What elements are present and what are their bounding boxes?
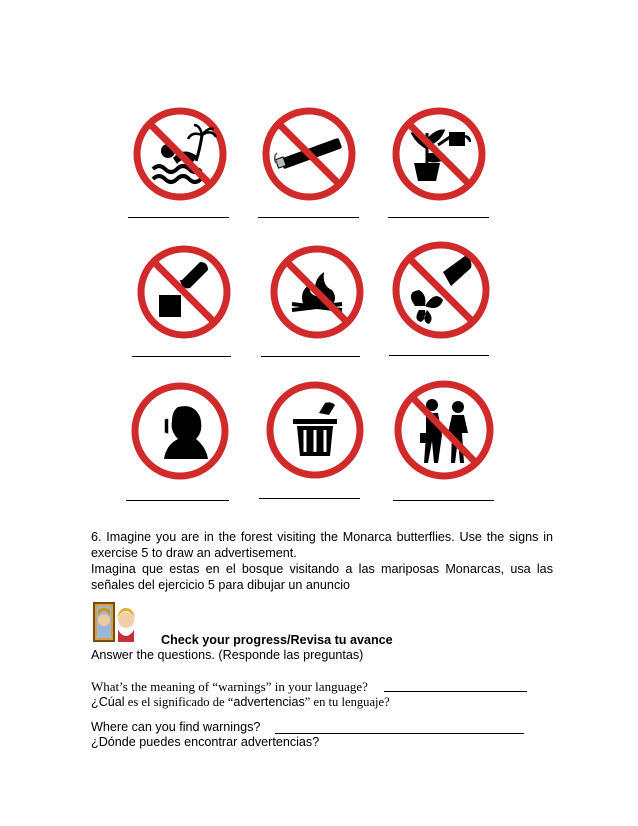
no-smoking-icon bbox=[254, 103, 364, 205]
answer-blank[interactable] bbox=[388, 217, 489, 218]
no-campfire-sign bbox=[262, 240, 372, 344]
answer-blank[interactable] bbox=[132, 356, 231, 357]
no-watering-plants-icon bbox=[384, 103, 494, 205]
no-littering-icon bbox=[132, 240, 236, 344]
question-1-spanish-c: advertencias bbox=[233, 695, 305, 709]
progress-heading: Check your progress/Revisa tu avance bbox=[161, 633, 393, 647]
use-trash-can-sign bbox=[257, 377, 373, 483]
no-littering-sign bbox=[132, 240, 236, 344]
no-swimming-sign bbox=[128, 103, 232, 205]
question-2-spanish: ¿Dónde puedes encontrar advertencias? bbox=[91, 735, 320, 749]
answer-blank[interactable] bbox=[126, 500, 229, 501]
answer-blank[interactable] bbox=[393, 500, 494, 501]
answer-blank[interactable] bbox=[261, 356, 360, 357]
no-catching-butterflies-icon bbox=[385, 236, 497, 344]
answer-blank[interactable] bbox=[389, 355, 489, 356]
exercise-6-spanish: Imagina que estas en el bosque visitando a las mariposas Monarcas, usa las señales del ejercicio 5 para dibujar un anuncio bbox=[91, 562, 553, 592]
no-smoking-sign bbox=[254, 103, 364, 205]
silence-icon bbox=[126, 377, 234, 485]
silence-sign bbox=[126, 377, 234, 485]
question-1-spanish-b: es el significado de “ bbox=[124, 695, 234, 709]
use-trash-can-icon bbox=[257, 377, 373, 483]
no-catching-butterflies-sign bbox=[385, 236, 497, 344]
question-1-answer-line[interactable] bbox=[384, 691, 527, 692]
answer-blank[interactable] bbox=[128, 217, 229, 218]
students-mirror-icon bbox=[93, 602, 139, 642]
no-walking-sign bbox=[388, 375, 500, 485]
no-walking-icon bbox=[388, 375, 500, 485]
question-1-spanish-d: ” en tu lenguaje? bbox=[304, 695, 390, 709]
question-1-spanish-a: ¿Cúal bbox=[91, 695, 125, 709]
no-campfire-icon bbox=[262, 240, 372, 344]
progress-instruction: Answer the questions. (Responde las preguntas) bbox=[91, 648, 364, 662]
question-1-spanish bbox=[91, 694, 390, 710]
question-1-english: What’s the meaning of “warnings” in your language? bbox=[91, 679, 368, 694]
question-2-english: Where can you find warnings? bbox=[91, 720, 261, 734]
exercise-6-english: 6. Imagine you are in the forest visiting the Monarca butterflies. Use the signs in exercise 5 to draw an advertisement. bbox=[91, 530, 553, 560]
no-watering-plants-sign bbox=[384, 103, 494, 205]
no-swimming-icon bbox=[128, 103, 232, 205]
answer-blank[interactable] bbox=[258, 217, 359, 218]
answer-blank[interactable] bbox=[259, 498, 360, 499]
